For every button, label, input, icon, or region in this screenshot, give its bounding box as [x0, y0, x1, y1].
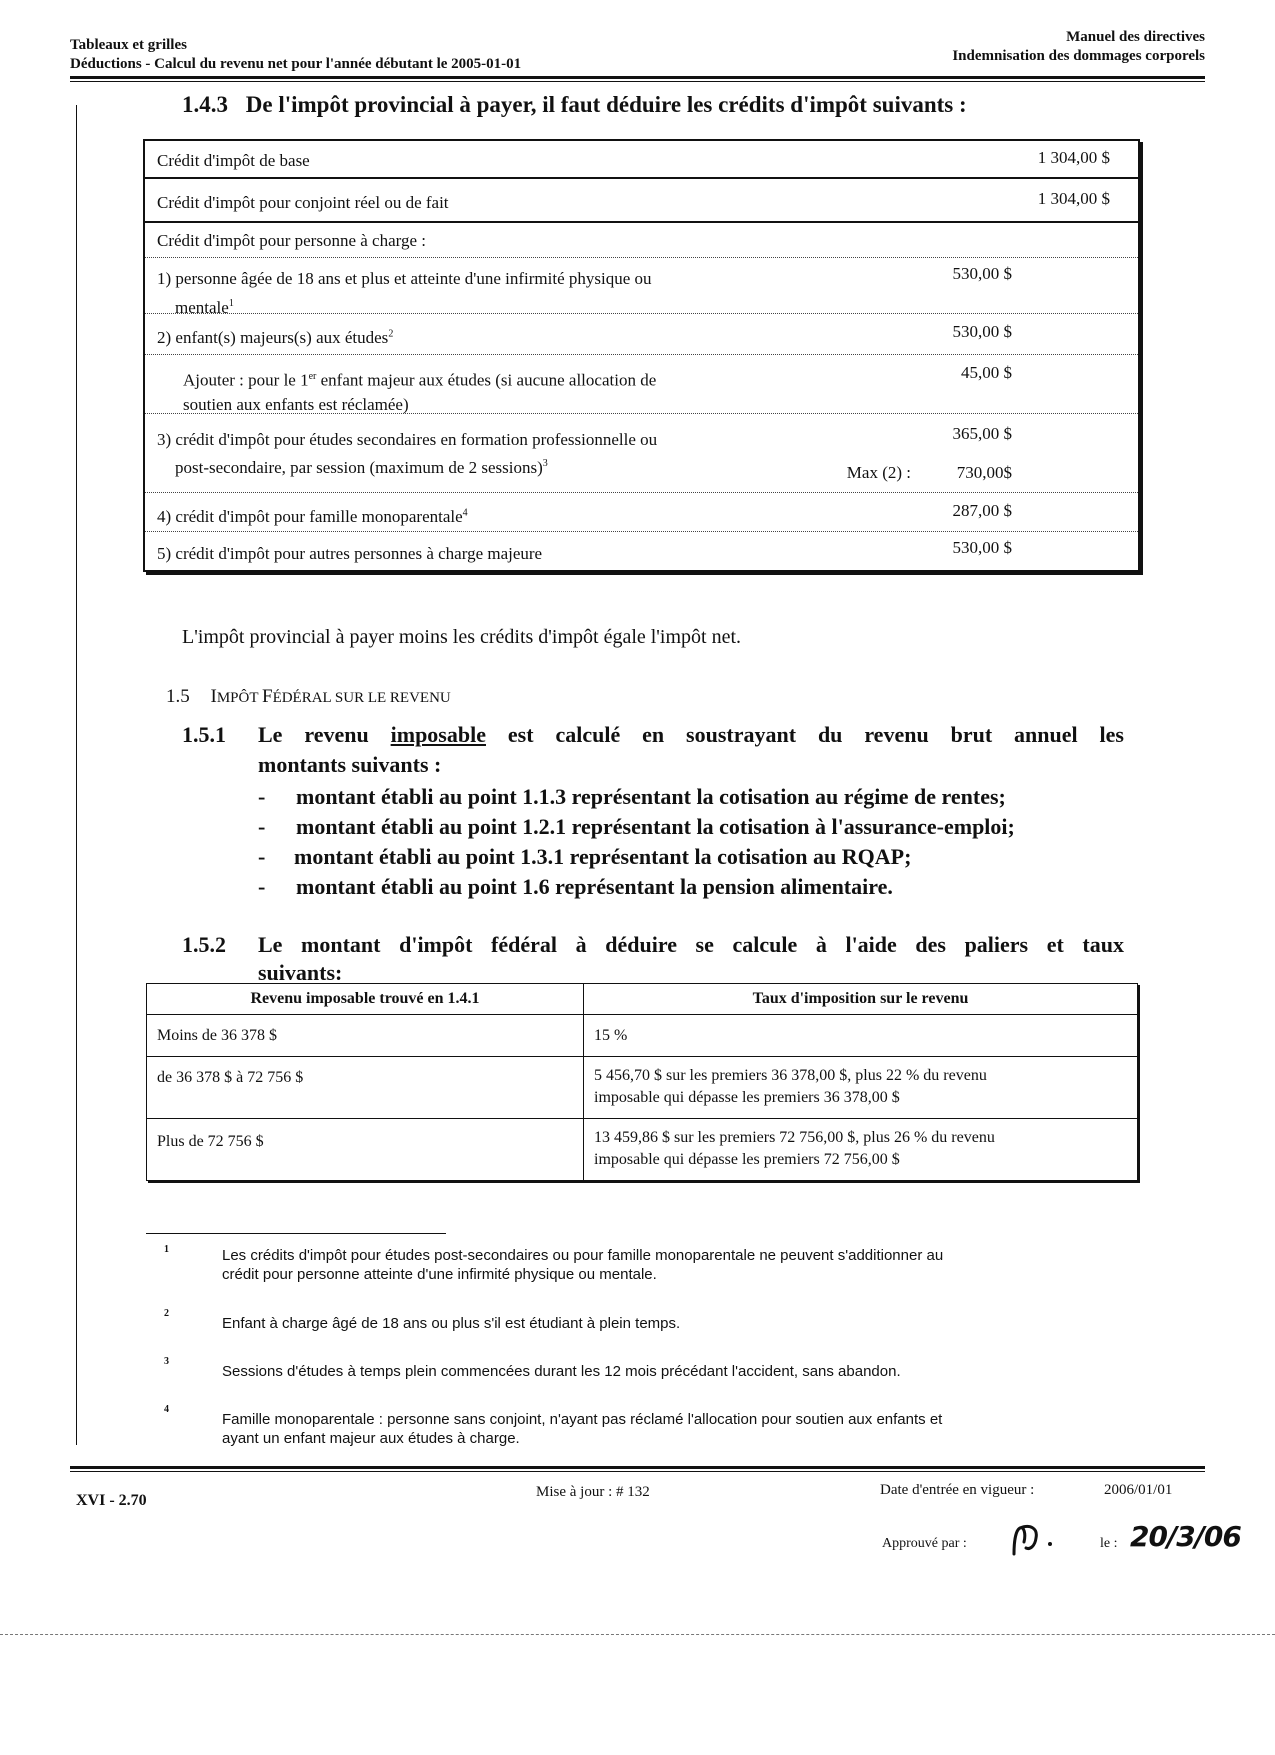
table-row — [147, 1015, 1138, 1057]
approved-label: Approuvé par : — [882, 1536, 967, 1551]
credit-row — [145, 493, 1138, 532]
page-number: XVI - 2.70 — [76, 1492, 147, 1509]
credit-label-line2: post-secondaire, par session (maximum de 2 sessions) — [175, 457, 543, 477]
rate-line: 13 459,86 $ sur les premiers 72 756,00 $, plus 26 % du revenu — [594, 1129, 995, 1146]
footnote-line: ayant un enfant majeur aux études à charge. — [222, 1430, 520, 1447]
header-left — [70, 36, 521, 74]
credit-label-pre: Ajouter : pour le 1 — [183, 370, 309, 390]
credit-label: Crédit d'impôt de base — [157, 151, 310, 170]
credit-label: 5) crédit d'impôt pour autres personnes à charge majeure — [157, 544, 543, 563]
signature-icon — [1008, 1520, 1058, 1560]
section-143-heading — [182, 92, 967, 118]
section-152-text-line1: Le montant d'impôt fédéral à déduire se calcule à l'aide des paliers et taux — [258, 932, 1124, 957]
title-small: ÉDÉRAL SUR LE REVENU — [272, 690, 451, 706]
header-right-line2: Indemnisation des dommages corporels — [952, 48, 1205, 64]
footnote-line: Les crédits d'impôt pour études post-secondaires ou pour famille monoparentale ne peuvent s'additionner au — [222, 1247, 944, 1264]
footnote-ref: 1 — [228, 298, 234, 309]
credit-row — [145, 223, 1138, 258]
credit-row — [145, 141, 1138, 179]
footnote-rule — [146, 1233, 446, 1234]
section-15-title — [211, 686, 451, 707]
federal-rates-table — [146, 983, 1138, 1181]
credit-label — [157, 328, 393, 348]
section-143-title: De l'impôt provincial à payer, il faut déduire les crédits d'impôt suivants : — [245, 92, 967, 117]
credit-value: 530,00 $ — [952, 322, 1012, 341]
effective-label: Date d'entrée en vigueur : — [880, 1482, 1035, 1498]
bullet-item: montant établi au point 1.3.1 représentant la cotisation au RQAP; — [294, 844, 912, 869]
footnote-number: 1 — [164, 1244, 169, 1255]
credit-label-line1: 3) crédit d'impôt pour études secondaires en formation professionnelle ou — [157, 430, 658, 449]
rate-cell — [584, 1119, 1138, 1181]
section-151-text-line2: montants suivants : — [258, 752, 442, 777]
table-header-row — [147, 984, 1138, 1015]
footnote-number: 2 — [164, 1308, 169, 1319]
table-row — [147, 1119, 1138, 1181]
credit-label — [183, 365, 823, 417]
credit-label: Crédit d'impôt pour conjoint réel ou de fait — [157, 193, 449, 212]
footnote-number: 3 — [164, 1356, 169, 1367]
bullet-item: montant établi au point 1.1.3 représentant la cotisation au régime de rentes; — [296, 784, 1006, 809]
footnote-ref: 2 — [388, 328, 394, 340]
text-post: est calculé en soustrayant du revenu brut annuel les — [485, 722, 1124, 747]
credit-value: 45,00 $ — [961, 363, 1012, 382]
credit-row — [145, 355, 1138, 414]
tax-credits-table — [143, 139, 1140, 572]
section-151-text-line1 — [258, 722, 1124, 748]
credit-label: Crédit d'impôt pour personne à charge : — [157, 231, 427, 250]
rate-line: 15 % — [594, 1027, 628, 1044]
bullet-dash: - — [258, 784, 266, 809]
header-left-line1: Tableaux et grilles — [70, 37, 187, 53]
header-left-line2: Déductions - Calcul du revenu net pour l'année débutant le 2005-01-01 — [70, 56, 522, 72]
credit-label-text: 2) enfant(s) majeurs(s) aux études — [157, 328, 389, 347]
rate-line: imposable qui dépasse les premiers 72 756,00 $ — [594, 1151, 900, 1168]
credit-row — [145, 314, 1138, 355]
bullet-item: montant établi au point 1.2.1 représentant la cotisation à l'assurance-emploi; — [296, 814, 1015, 839]
credit-label — [157, 266, 817, 320]
provincial-note: L'impôt provincial à payer moins les crédits d'impôt égale l'impôt net. — [182, 626, 742, 648]
footnote-line: Famille monoparentale : personne sans conjoint, n'ayant pas réclamé l'allocation pour soutien aux enfants et — [222, 1411, 943, 1428]
footnote — [222, 1410, 942, 1448]
effective-date: 2006/01/01 — [1104, 1482, 1173, 1498]
income-cell: Moins de 36 378 $ — [147, 1015, 584, 1057]
footer-rule — [70, 1466, 1205, 1469]
max-label: Max (2) : — [846, 463, 911, 482]
footnote-ref: 4 — [462, 507, 468, 519]
income-cell: Plus de 72 756 $ — [147, 1119, 584, 1181]
section-15-heading — [166, 686, 451, 708]
header-rule — [70, 76, 1205, 79]
footnote-number: 4 — [164, 1404, 169, 1415]
header-right-line1: Manuel des directives — [1066, 29, 1205, 45]
credit-label-line1: 1) personne âgée de 18 ans et plus et atteinte d'une infirmité physique ou — [157, 269, 652, 288]
footnote: Sessions d'études à temps plein commencées durant les 12 mois précédant l'accident, sans abandon. — [222, 1363, 901, 1380]
update-number: Mise à jour : # 132 — [536, 1484, 650, 1500]
title-cap: I — [210, 686, 217, 707]
credit-value: 530,00 $ — [952, 264, 1012, 283]
title-cap: F — [261, 686, 273, 707]
footnote: Enfant à charge âgé de 18 ans ou plus s'il est étudiant à plein temps. — [222, 1315, 681, 1332]
rate-cell — [584, 1057, 1138, 1119]
text-underlined: imposable — [390, 722, 486, 747]
bullet-dash: - — [258, 814, 266, 839]
credit-value: 530,00 $ — [952, 538, 1012, 557]
income-cell: de 36 378 $ à 72 756 $ — [147, 1057, 584, 1119]
footer-rule-thin — [70, 1471, 1205, 1472]
credit-label — [157, 428, 817, 480]
bullet-dash: - — [258, 874, 266, 899]
credit-value: 365,00 $ — [952, 424, 1012, 443]
section-15-number: 1.5 — [166, 686, 190, 707]
credit-value: 1 304,00 $ — [1037, 148, 1110, 167]
margin-line — [76, 105, 77, 1445]
header-rule-thin — [70, 81, 1205, 82]
table-row — [147, 1057, 1138, 1119]
rate-line: imposable qui dépasse les premiers 36 378,00 $ — [594, 1089, 900, 1106]
credit-label — [157, 507, 468, 527]
rate-line: 5 456,70 $ sur les premiers 36 378,00 $, plus 22 % du revenu — [594, 1067, 987, 1084]
credit-label-text: 4) crédit d'impôt pour famille monoparentale — [157, 507, 463, 526]
footnote-line: crédit pour personne atteinte d'une infirmité physique ou mentale. — [222, 1266, 657, 1283]
credit-value: 1 304,00 $ — [1037, 189, 1110, 208]
credit-value: 287,00 $ — [952, 501, 1012, 520]
title-small: MPÔT — [216, 690, 262, 706]
credit-row — [145, 414, 1138, 493]
section-143-number: 1.4.3 — [182, 92, 228, 117]
credit-row — [145, 258, 1138, 317]
rate-cell — [584, 1015, 1138, 1057]
credit-label-line2: soutien aux enfants est réclamée) — [183, 394, 409, 414]
credit-label-line2: mentale — [175, 297, 229, 317]
header-right — [952, 28, 1205, 66]
text-pre: Le revenu — [258, 722, 391, 747]
date-label: le : — [1100, 1536, 1118, 1551]
table-header: Taux d'imposition sur le revenu — [584, 984, 1138, 1015]
table-header: Revenu imposable trouvé en 1.4.1 — [147, 984, 584, 1015]
footnote — [222, 1246, 943, 1284]
bullet-item: montant établi au point 1.6 représentant la pension alimentaire. — [296, 874, 893, 899]
section-151-number: 1.5.1 — [182, 722, 226, 747]
section-152-text-line2: suivants: — [258, 960, 343, 985]
section-152-number: 1.5.2 — [182, 932, 226, 957]
footnote-ref: 3 — [542, 458, 548, 469]
credit-row — [145, 179, 1138, 223]
bullet-dash: - — [258, 844, 266, 869]
ordinal-sup: er — [308, 371, 317, 382]
scan-edge-line — [0, 1634, 1275, 1635]
credit-row — [145, 532, 1138, 570]
credit-label-post: enfant majeur aux études (si aucune allocation de — [316, 370, 657, 390]
max-value: 730,00$ — [956, 463, 1012, 482]
handwritten-date: 20/3/06 — [1130, 1520, 1241, 1553]
